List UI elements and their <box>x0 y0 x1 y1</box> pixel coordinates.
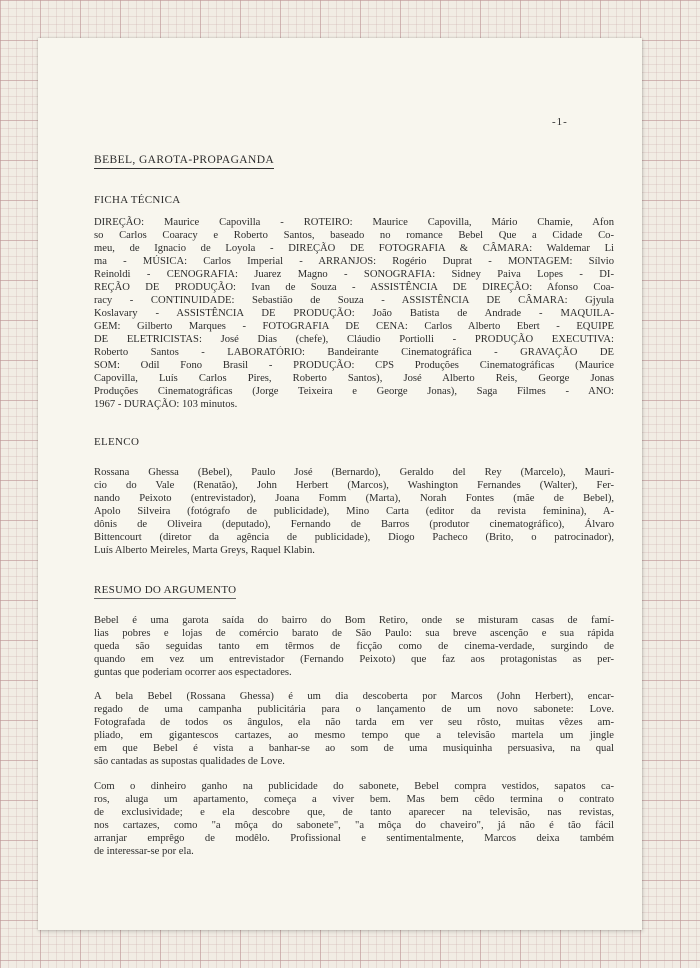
resumo-line: Bebel é uma garota saída do bairro do Bom Retiro, onde se misturam casas de famí- <box>94 615 614 626</box>
resumo-line: quando em vez um entrevistador (Fernando Peixoto) que faz aos protagonistas as per- <box>94 654 614 665</box>
ficha-line: ma - MÚSICA: Carlos Imperial - ARRANJOS: Rogério Duprat - MONTAGEM: Sílvio <box>94 256 614 267</box>
resumo-line: regado de uma campanha publicitária para o lançamento de um novo sabonete: Love. <box>94 704 614 715</box>
resumo-line: lias pobres e lojas de comércio barato de São Paulo: sua breve ascenção e sua rápida <box>94 628 614 639</box>
resumo-line: de exclusividade; e ela descobre que, de tanto aparecer na televisão, nas revistas, <box>94 807 614 818</box>
ficha-line: DIREÇÃO: Maurice Capovilla - ROTEIRO: Maurice Capovilla, Mário Chamie, Afon <box>94 217 614 228</box>
resumo-paragraph-3 <box>94 780 614 858</box>
resumo-paragraph-1 <box>94 614 614 679</box>
document-title: BEBEL, GAROTA-PROPAGANDA <box>94 154 274 169</box>
resumo-paragraph-2 <box>94 690 614 768</box>
ficha-line: meu, de Ignacio de Loyola - DIREÇÃO DE FOTOGRAFIA & CÂMARA: Waldemar Li <box>94 243 614 254</box>
ficha-line: Produções Cinematográficas (Jorge Teixeira e George Jonas), Saga Filmes - ANO: <box>94 386 614 397</box>
resumo-line: nos cartazes, como "a môça do sabonete", "a môça do chaveiro", já não é tão fácil <box>94 820 614 831</box>
document-page <box>38 38 642 930</box>
resumo-line: ros, aluga um apartamento, começa a viver bem. Mas bem cêdo termina o contrato <box>94 794 614 805</box>
resumo-line: pliado, em gigantescos cartazes, ao mesmo tempo que a televisão martela um jingle <box>94 730 614 741</box>
elenco-line: Rossana Ghessa (Bebel), Paulo José (Bernardo), Geraldo del Rey (Marcelo), Mauri- <box>94 467 614 478</box>
ficha-line: Roberto Santos - LABORATÓRIO: Bandeirante Cinematográfica - GRAVAÇÃO DE <box>94 347 614 358</box>
page-number: -1- <box>552 116 568 128</box>
ficha-line: Reinoldi - CENOGRAFIA: Juarez Magno - SONOGRAFIA: Sidney Paiva Lopes - DI- <box>94 269 614 280</box>
ficha-line: Koslavary - ASSISTÊNCIA DE PRODUÇÃO: João Batista de Andrade - MAQUILA- <box>94 308 614 319</box>
elenco-line: Bittencourt (diretor da agência de publicidade), Diogo Pacheco (Brito, o patrocinador), <box>94 532 614 543</box>
section-heading-resumo: RESUMO DO ARGUMENTO <box>94 584 236 599</box>
resumo-line: arranjar emprêgo de modêlo. Profissional e sentimentalmente, Marcos deixa também <box>94 833 614 844</box>
elenco-line: cio do Vale (Renatão), John Herbert (Marcos), Washington Fernandes (Walter), Fer- <box>94 480 614 491</box>
ficha-line: 1967 - DURAÇÃO: 103 minutos. <box>94 399 238 410</box>
ficha-line: Capovilla, Luís Carlos Pires, Roberto Santos), José Alberto Reis, George Jonas <box>94 373 614 384</box>
ficha-line: REÇÃO DE PRODUÇÃO: Ivan de Souza - ASSISTÊNCIA DE DIREÇÃO: Afonso Coa- <box>94 282 614 293</box>
ficha-line: so Carlos Coaracy e Roberto Santos, baseado no romance Bebel Que a Cidade Co- <box>94 230 614 241</box>
resumo-line: Com o dinheiro ganho na publicidade do sabonete, Bebel compra vestidos, sapatos ca- <box>94 781 614 792</box>
resumo-line: são cantadas as supostas qualidades de Love. <box>94 756 285 767</box>
resumo-line: A bela Bebel (Rossana Ghessa) é um dia descoberta por Marcos (John Herbert), encar- <box>94 691 614 702</box>
elenco-paragraph <box>94 466 614 557</box>
elenco-line: Luís Alberto Meireles, Marta Greys, Raquel Klabin. <box>94 545 315 556</box>
ficha-line: SOM: Odil Fono Brasil - PRODUÇÃO: CPS Produções Cinematográficas (Maurice <box>94 360 614 371</box>
ficha-paragraph <box>94 216 614 411</box>
section-heading-elenco: ELENCO <box>94 436 140 448</box>
resumo-line: de interessar-se por ela. <box>94 846 194 857</box>
elenco-line: Apolo Silveira (fotógrafo de publicidade), Mino Carta (editor da revista feminina), A- <box>94 506 614 517</box>
ficha-line: GEM: Gilberto Marques - FOTOGRAFIA DE CENA: Carlos Alberto Ebert - EQUIPE <box>94 321 614 332</box>
resumo-line: guntas que poderiam ocorrer aos espectadores. <box>94 667 292 678</box>
resumo-line: Fotografada de todos os ângulos, ela não tarda em ver seu rôsto, muitas vêzes am- <box>94 717 614 728</box>
resumo-line: queda são seguidas tanto em têrmos de ficção como de cinema-verdade, surgindo de <box>94 641 614 652</box>
ficha-line: DE ELETRICISTAS: José Dias (chefe), Cláudio Portiolli - PRODUÇÃO EXECUTIVA: <box>94 334 614 345</box>
elenco-line: dônis de Oliveira (deputado), Fernando de Barros (produtor cinematográfico), Álvaro <box>94 519 614 530</box>
resumo-line: em que Bebel é vista a banhar-se ao som de uma musiquinha persuasiva, na qual <box>94 743 614 754</box>
ficha-line: racy - CONTINUIDADE: Sebastião de Souza - ASSISTÊNCIA DE CÂMARA: Gjyula <box>94 295 614 306</box>
section-heading-ficha: FICHA TÉCNICA <box>94 194 181 206</box>
elenco-line: nando Peixoto (entrevistador), Joana Fomm (Marta), Norah Fontes (mãe de Bebel), <box>94 493 614 504</box>
